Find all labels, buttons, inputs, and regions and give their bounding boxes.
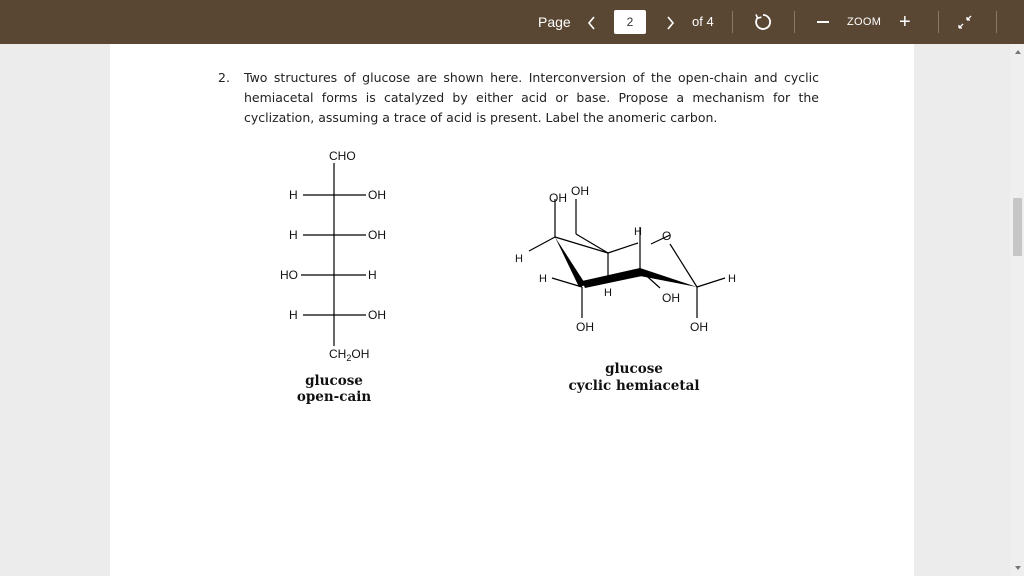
chair-label: OH: [662, 291, 680, 305]
chair-label: H: [515, 253, 523, 265]
chair-structure: [515, 184, 736, 394]
chair-label: H: [728, 273, 736, 285]
question-text: Two structures of glucose are shown here. Interconversion of the open-chain and cyclic hemiacetal forms is catalyzed by either acid or base. Propose a mechanism for the cyclization, assuming a trace of acid is present. Label the anomeric carbon.: [244, 70, 819, 125]
chair-label: OH: [690, 320, 708, 334]
chair-label: OH: [549, 191, 567, 205]
ring-oxygen-label: O: [662, 229, 672, 243]
fischer-bottom-label: $CH_2OH$: [329, 347, 370, 363]
question-number: 2.: [218, 70, 230, 85]
plus-icon[interactable]: +: [899, 11, 911, 33]
chair-label: OH: [576, 320, 594, 334]
page-label: Page: [538, 14, 571, 30]
fischer-row-right: H: [368, 268, 377, 282]
fischer-row-left: H: [289, 228, 298, 242]
fischer-projection: [280, 149, 386, 405]
fischer-caption: open-cain: [296, 389, 372, 405]
zoom-label: ZOOM: [847, 16, 882, 28]
fischer-row-left: H: [289, 188, 298, 202]
chair-caption: cyclic hemiacetal: [568, 378, 700, 394]
fischer-caption: glucose: [305, 373, 363, 389]
chair-label: OH: [571, 184, 589, 198]
fischer-top-label: CHO: [329, 149, 356, 163]
fischer-row-right: OH: [368, 188, 386, 202]
fischer-row-left: H: [289, 308, 298, 322]
page-count: of 4: [692, 14, 714, 29]
fischer-row-left: HO: [280, 268, 298, 282]
chair-label: H: [604, 287, 612, 299]
chair-caption: glucose: [605, 361, 663, 377]
chair-label: H: [539, 273, 547, 285]
fischer-row-right: OH: [368, 228, 386, 242]
fischer-row-right: OH: [368, 308, 386, 322]
chair-label: H: [634, 226, 642, 238]
